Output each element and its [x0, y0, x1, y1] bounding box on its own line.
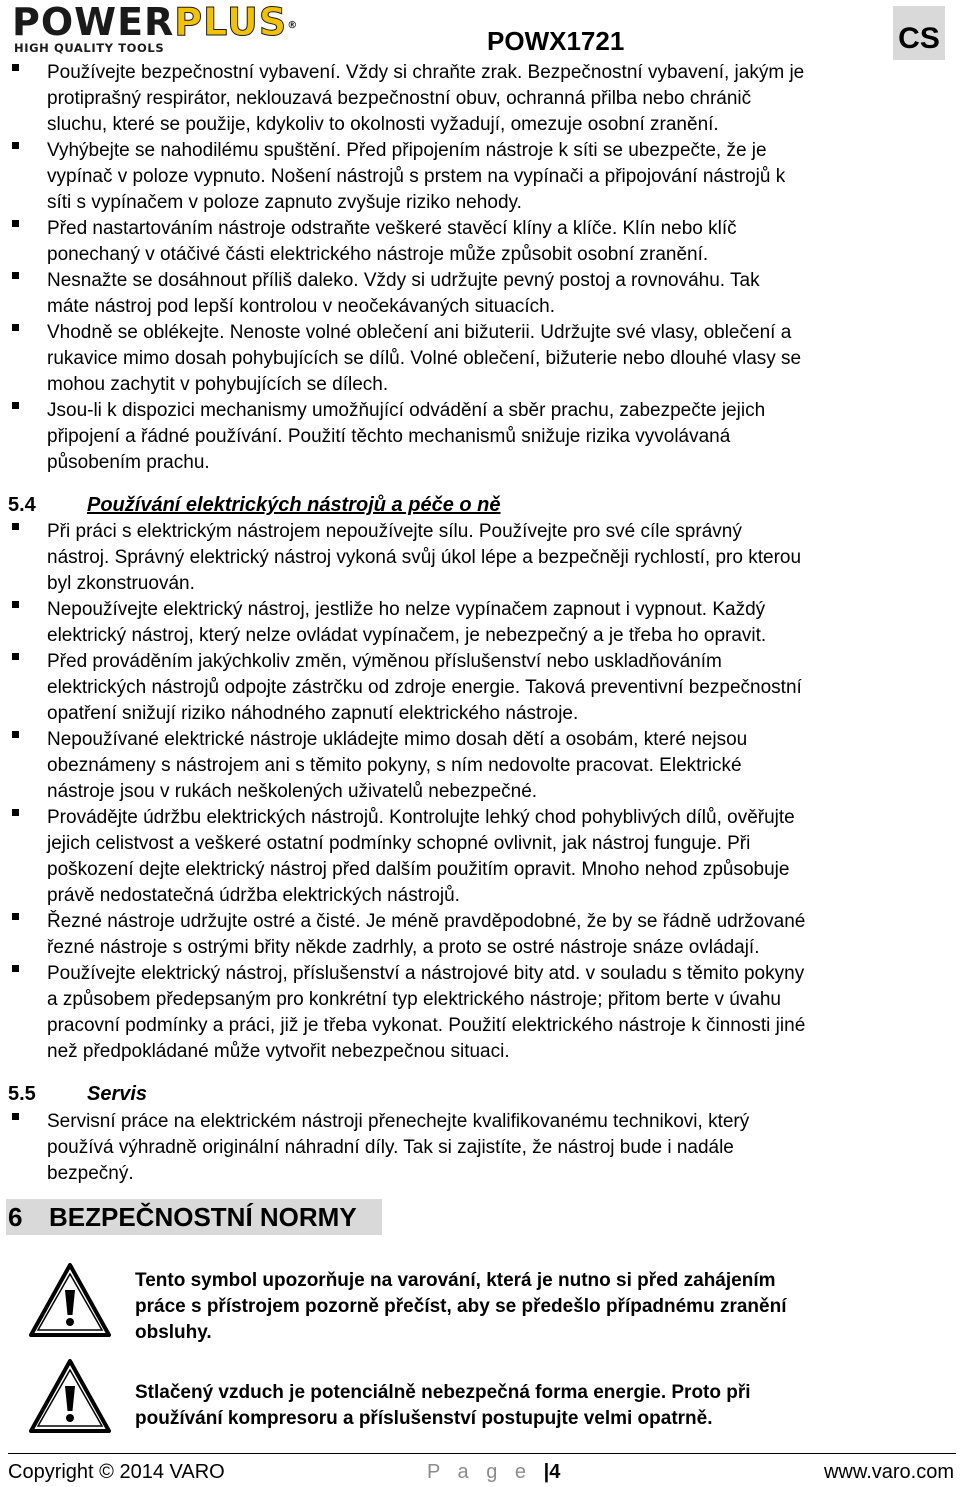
- list-line: Při práci s elektrickým nástrojem nepoužívejte sílu. Používejte pro své cíle správný: [47, 521, 742, 542]
- list-line: bezpečný.: [47, 1163, 134, 1184]
- list-line: Vhodně se oblékejte. Nenoste volné oblečení ani bižuterii. Udržujte své vlasy, oblečení a: [47, 322, 792, 343]
- warning-line: používání kompresoru a příslušenství postupujte velmi opatrně.: [135, 1408, 713, 1429]
- list-line: mohou zachytit v pohybujících se dílech.: [47, 374, 389, 395]
- bullet-icon: [12, 64, 19, 71]
- list-line: Řezné nástroje udržujte ostré a čisté. Je méně pravděpodobné, že by se řádně udržované: [47, 911, 806, 932]
- bullet-icon: [12, 601, 19, 608]
- bullet-icon: [12, 965, 19, 972]
- bullet-icon: [12, 913, 19, 920]
- bullet-icon: [12, 402, 19, 409]
- model-number: POWX1721: [487, 26, 625, 56]
- footer-copyright: Copyright © 2014 VARO: [8, 1461, 225, 1483]
- list-line: právě nedostatečná údržba elektrických nástrojů.: [47, 885, 460, 906]
- section-heading-5-4: 5.4 Používání elektrických nástrojů a péče o ně: [8, 494, 501, 516]
- list-line: Nesnažte se dosáhnout příliš daleko. Vždy si udržujte pevný postoj a rovnováhu. Tak: [47, 270, 760, 291]
- list-line: opatření snižují riziko náhodného zapnutí elektrického nástroje.: [47, 703, 579, 724]
- list-line: protiprašný respirátor, neklouzavá bezpečnostní obuv, ochranná přilba nebo chránič: [47, 88, 752, 109]
- bullet-icon: [12, 1113, 19, 1120]
- list-line: pracovní podmínky a práci, již je třeba vykonat. Použití elektrického nástroje k činnosti jiné: [47, 1015, 806, 1036]
- bullet-icon: [12, 324, 19, 331]
- section-heading-5-5: 5.5 Servis: [8, 1083, 148, 1105]
- brand-wordmark: POWERPLUS®: [12, 0, 299, 44]
- list-line: sluchu, které se použije, kdykoliv to okolnosti vyžadují, omezuje osobní zranění.: [47, 114, 719, 135]
- warning-triangle-icon: [28, 1262, 112, 1338]
- warning-line: obsluhy.: [135, 1322, 212, 1343]
- list-line: než předpokládané může vytvořit nebezpečnou situaci.: [47, 1041, 510, 1062]
- list-line: rukavice mimo dosah pohybujících se dílů. Volné oblečení, bižuterie nebo dlouhé vlasy se: [47, 348, 802, 369]
- list-line: připojení a řádné používání. Použití těchto mechanismů snižuje rizika vyvolávaná: [47, 426, 731, 447]
- list-line: Před prováděním jakýchkoliv změn, výměnou příslušenství nebo uskladňováním: [47, 651, 722, 672]
- bullet-icon: [12, 653, 19, 660]
- footer-rule: [8, 1453, 956, 1454]
- list-line: obeznámeny s nástrojem ani s těmito pokyny, s ním nedovolte pracovat. Elektrické: [47, 755, 742, 776]
- list-line: Používejte bezpečnostní vybavení. Vždy si chraňte zrak. Bezpečnostní vybavení, jakým je: [47, 62, 805, 83]
- list-line: poškození dejte elektrický nástroj před dalším použitím opravit. Mnoho nehod způsobuje: [47, 859, 790, 880]
- list-line: Vyhýbejte se nahodilému spuštění. Před připojením nástroje k síti se ubezpečte, že je: [47, 140, 767, 161]
- list-line: elektrických nástrojů odpojte zástrčku od zdroje energie. Taková preventivní bezpečnostní: [47, 677, 802, 698]
- bullet-icon: [12, 220, 19, 227]
- bullet-icon: [12, 809, 19, 816]
- list-line: jejich celistvost a veškeré ostatní podmínky schopné ovlivnit, jak nástroj funguje. Při: [47, 833, 751, 854]
- list-line: Před nastartováním nástroje odstraňte veškeré stavěcí klíny a klíče. Klín nebo klíč: [47, 218, 737, 239]
- list-line: nástroje jsou v rukách neškolených uživatelů nebezpečné.: [47, 781, 538, 802]
- warning-triangle-icon: [28, 1358, 112, 1434]
- list-line: vypínač v poloze vypnuto. Nošení nástrojů s prstem na vypínači a připojování nástrojů k: [47, 166, 786, 187]
- page-number: 4: [549, 1461, 561, 1483]
- footer-website-link[interactable]: www.varo.com: [823, 1461, 954, 1483]
- page-label: P a g e: [427, 1461, 533, 1483]
- list-line: máte nástroj pod lepší kontrolou v neočekávaných situacích.: [47, 296, 556, 317]
- bullet-icon: [12, 142, 19, 149]
- list-line: Používejte elektrický nástroj, příslušenství a nástrojové bity atd. v souladu s těmito pokyny: [47, 963, 805, 984]
- list-line: síti s vypínačem v poloze zapnuto zvyšuje riziko nehody.: [47, 192, 522, 213]
- warning-line: Tento symbol upozorňuje na varování, která je nutno si před zahájením: [135, 1270, 776, 1291]
- chapter-heading-6: 6 BEZPEČNOSTNÍ NORMY: [6, 1199, 382, 1235]
- footer-page-indicator: [427, 1460, 560, 1484]
- list-line: Nepoužívané elektrické nástroje ukládejte mimo dosah dětí a osobám, které nejsou: [47, 729, 748, 750]
- list-line: Jsou-li k dispozici mechanismy umožňující odvádění a sběr prachu, zabezpečte jejich: [47, 400, 766, 421]
- bullet-icon: [12, 272, 19, 279]
- brand-tagline: HIGH QUALITY TOOLS: [14, 41, 165, 55]
- bullet-icon: [12, 523, 19, 530]
- page-separator: |: [543, 1461, 550, 1483]
- list-line: působením prachu.: [47, 452, 210, 473]
- warning-line: Stlačený vzduch je potenciálně nebezpečná forma energie. Proto při: [135, 1382, 751, 1403]
- list-line: Nepoužívejte elektrický nástroj, jestliže ho nelze vypínačem zapnout i vypnout. Každý: [47, 599, 766, 620]
- list-line: Provádějte údržbu elektrických nástrojů. Kontrolujte lehký chod pohyblivých dílů, ověřujte: [47, 807, 795, 828]
- list-line: používá výhradně originální náhradní díly. Tak si zajistíte, že nástroj bude i nadále: [47, 1137, 734, 1158]
- list-line: Servisní práce na elektrickém nástroji přenechejte kvalifikovanému technikovi, který: [47, 1111, 750, 1132]
- language-badge: CS: [893, 6, 945, 60]
- warning-line: práce s přístrojem pozorně přečíst, aby se předešlo případnému zranění: [135, 1296, 787, 1317]
- list-line: elektrický nástroj, který nelze ovládat vypínačem, je nebezpečný a je třeba ho opravit.: [47, 625, 767, 646]
- powerplus-logo: [12, 0, 302, 55]
- list-line: nástroj. Správný elektrický nástroj vykoná svůj úkol lépe a bezpečněji rychlostí, pro kterou: [47, 547, 802, 568]
- list-line: řezné nástroje s ostrými břity někde zadrhly, a proto se ostré nástroje snáze ovládají.: [47, 937, 760, 958]
- bullet-icon: [12, 731, 19, 738]
- list-line: a způsobem předepsaným pro konkrétní typ elektrického nástroje; přitom berte v úvahu: [47, 989, 781, 1010]
- list-line: byl zkonstruován.: [47, 573, 195, 594]
- list-line: ponechaný v otáčivé části elektrického nástroje může způsobit osobní zranění.: [47, 244, 709, 265]
